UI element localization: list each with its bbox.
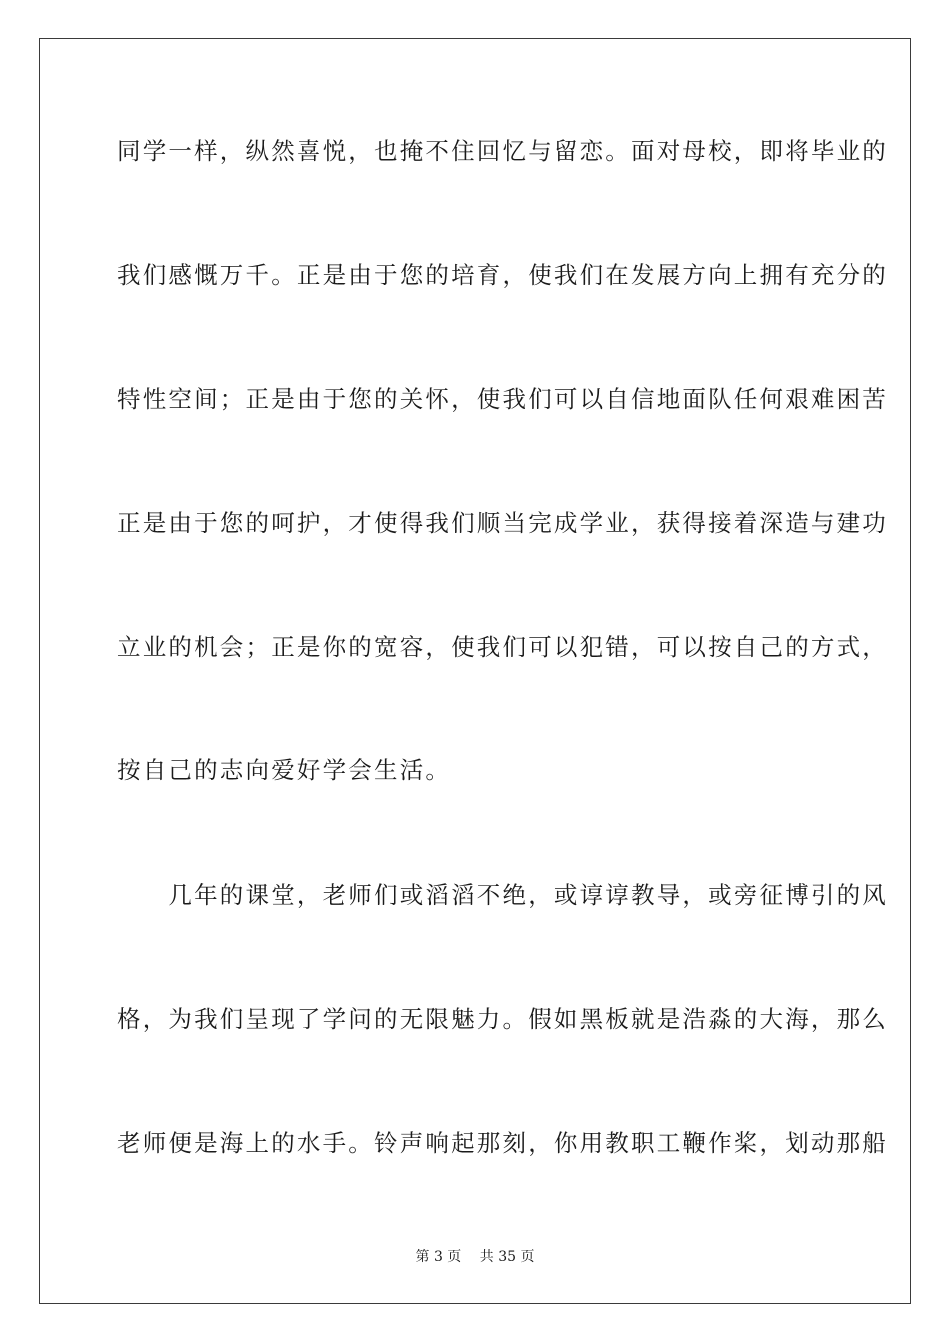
body-line-5: 立业的机会；正是你的宽容，使我们可以犯错，可以按自己的方式， <box>117 633 888 661</box>
body-line-6: 按自己的志向爱好学会生活。 <box>117 756 452 784</box>
page-number-footer: 第 3 页 共 35 页 <box>415 1249 535 1265</box>
body-line-2: 我们感慨万千。正是由于您的培育，使我们在发展方向上拥有充分的 <box>117 261 888 289</box>
body-line-8: 格，为我们呈现了学问的无限魅力。假如黑板就是浩淼的大海，那么 <box>117 1005 888 1033</box>
body-line-3: 特性空间；正是由于您的关怀，使我们可以自信地面队任何艰难困苦 <box>117 385 888 413</box>
body-line-7: 几年的课堂，老师们或滔滔不绝，或谆谆教导，或旁征博引的风 <box>117 881 888 909</box>
page-border <box>39 38 911 1304</box>
body-line-9: 老师便是海上的水手。铃声响起那刻，你用教职工鞭作桨，划动那船 <box>117 1129 888 1157</box>
body-line-4: 正是由于您的呵护，才使得我们顺当完成学业，获得接着深造与建功 <box>117 509 888 537</box>
body-line-1: 同学一样，纵然喜悦，也掩不住回忆与留恋。面对母校，即将毕业的 <box>117 137 888 165</box>
